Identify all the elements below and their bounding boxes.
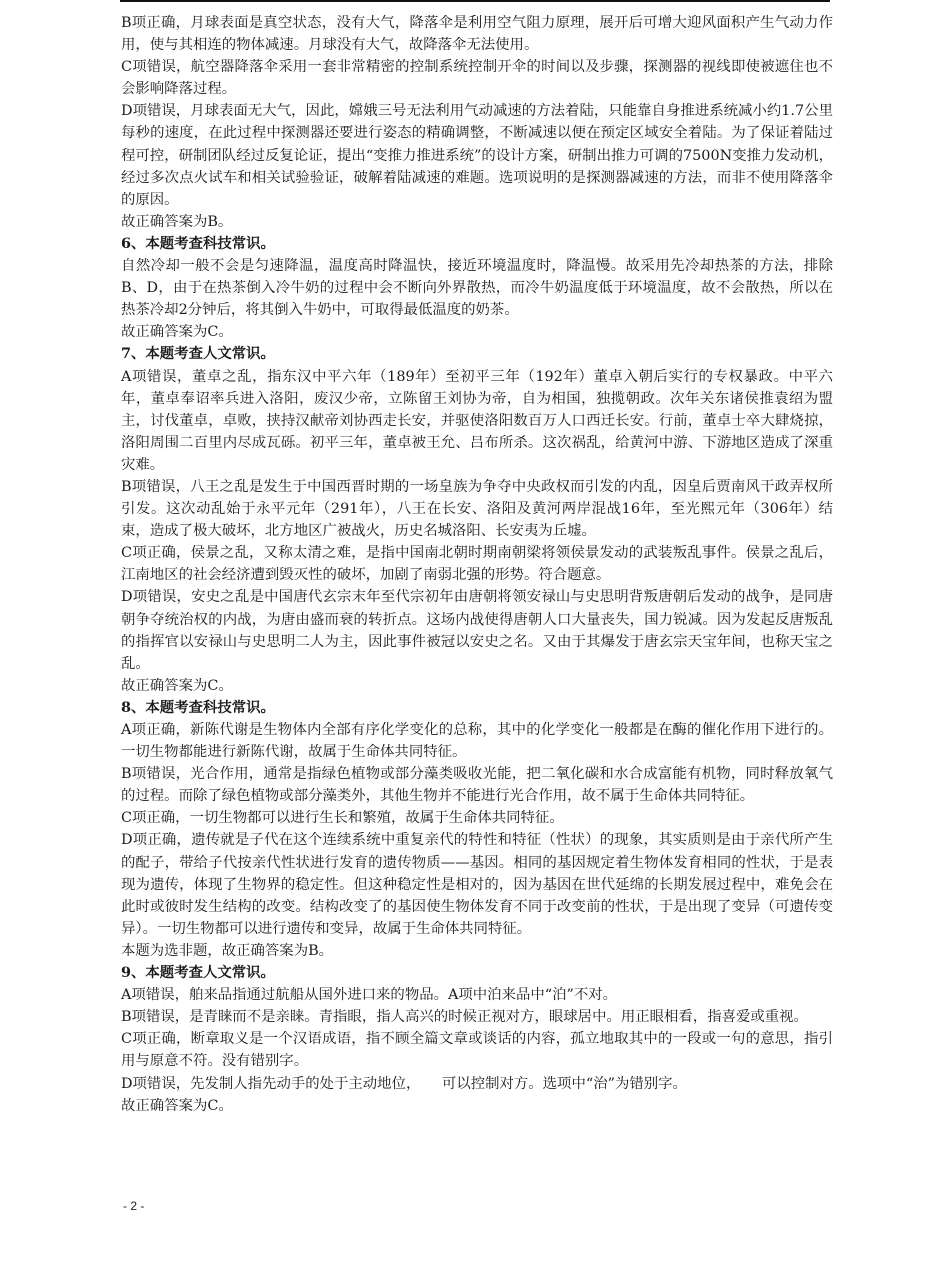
- paragraph: C项错误，航空器降落伞采用一套非常精密的控制系统控制开伞的时间以及步骤，探测器的视线即使被遮住也不会影响降落过程。: [121, 59, 833, 98]
- paragraph: D项错误，安史之乱是中国唐代玄宗末年至代宗初年由唐朝将领安禄山与史思明背叛唐朝后发动的战争，是同唐朝争夺统治权的内战，为唐由盛而衰的转折点。这场内战使得唐朝人口大量丧失，国力锐减。因为发起反唐叛乱的指挥官以安禄山与史思明二人为主，因此事件被冠以安史之名。又由于其爆发于唐玄宗天宝年间，也称天宝之乱。: [121, 589, 833, 672]
- paragraph: D项正确，遗传就是子代在这个连续系统中重复亲代的特性和特征（性状）的现象，其实质则是由于亲代所产生的配子，带给子代按亲代性状进行发育的遗传物质——基因。相同的基因规定着生物体发育相同的性状，于是表现为遗传，体现了生物界的稳定性。但这种稳定性是相对的，因为基因在世代延绵的长期发展过程中，难免会在此时或彼时发生结构的改变。结构改变了的基因使生物体发育不同于改变前的性状，于是出现了变异（可遗传变异）。一切生物都可以进行遗传和变异，故属于生命体共同特征。: [121, 832, 833, 937]
- paragraph: B项错误，是青睐而不是亲睐。青指眼，指人高兴的时候正视对方，眼球居中。用正眼相看，指喜爱或重视。: [121, 1009, 808, 1026]
- top-rule: [120, 0, 830, 2]
- paragraph: C项正确，一切生物都可以进行生长和繁殖，故属于生命体共同特征。: [121, 810, 564, 827]
- paragraph: A项错误，舶来品指通过航船从国外进口来的物品。A项中泊来品中“泊”不对。: [121, 987, 618, 1004]
- paragraph: 本题为选非题，故正确答案为B。: [121, 942, 334, 959]
- paragraph: 故正确答案为B。: [121, 213, 233, 230]
- section-heading: 7、本题考查人文常识。: [121, 345, 275, 363]
- paragraph: D项错误，月球表面无大气，因此，嫦娥三号无法利用气动减速的方法着陆，只能靠自身推进系统减小约1.7公里每秒的速度，在此过程中探测器还要进行姿态的精确调整，不断减速以便在预定区域安全着陆。为了保证着陆过程可控，研制团队经过反复论证，提出“变推力推进系统”的设计方案，研制出推力可调的7500N变推力发动机，经过多次点火试车和相关试验验证，破解着陆减速的难题。选项说明的是探测器减速的方法，而非不使用降落伞的原因。: [121, 103, 833, 208]
- paragraph: B项正确，月球表面是真空状态，没有大气，降落伞是利用空气阻力原理，展开后可增大迎风面积产生气动力作用，使与其相连的物体减速。月球没有大气，故降落伞无法使用。: [121, 15, 833, 54]
- paragraph: 故正确答案为C。: [121, 1097, 233, 1114]
- paragraph: C项正确，断章取义是一个汉语成语，指不顾全篇文章或谈话的内容，孤立地取其中的一段或一句的意思，指引用与原意不符。没有错别字。: [121, 1031, 833, 1070]
- paragraph: A项错误，董卓之乱，指东汉中平六年（189年）至初平三年（192年）董卓入朝后实行的专权暴政。中平六年，董卓奉诏率兵进入洛阳，废汉少帝，立陈留王刘协为帝，自为相国，独揽朝政。次年关东诸侯推袁绍为盟主，讨伐董卓，卓败，挟持汉献帝刘协西走长安，并驱使洛阳数百万人口西迁长安。行前，董卓士卒大肆烧掠，洛阳周围二百里内尽成瓦砾。初平三年，董卓被王允、吕布所杀。这次祸乱，给黄河中游、下游地区造成了深重灾难。: [121, 368, 833, 473]
- page-number: - 2 -: [123, 1199, 145, 1213]
- section-heading: 8、本题考查科技常识。: [121, 698, 275, 716]
- section-heading: 9、本题考查人文常识。: [121, 964, 275, 982]
- document-body: [121, 12, 833, 1117]
- paragraph: 故正确答案为C。: [121, 324, 233, 341]
- paragraph: D项错误，先发制人指先动手的处于主动地位， 可以控制对方。选项中“治”为错别字。: [121, 1075, 687, 1092]
- paragraph: B项错误，八王之乱是发生于中国西晋时期的一场皇族为争夺中央政权而引发的内乱，因皇后贾南风干政弄权所引发。这次动乱始于永平元年（291年），八王在长安、洛阳及黄河两岸混战16年，至光熙元年（306年）结束，造成了极大破坏，北方地区广被战火，历史名城洛阳、长安夷为丘墟。: [121, 478, 833, 540]
- paragraph: 自然冷却一般不会是匀速降温，温度高时降温快，接近环境温度时，降温慢。故采用先冷却热茶的方法，排除B、D，由于在热茶倒入冷牛奶的过程中会不断向外界散热，而冷牛奶温度低于环境温度，故不会散热，所以在热茶冷却2分钟后，将其倒入牛奶中，可取得最低温度的奶茶。: [121, 258, 833, 319]
- paragraph: B项错误，光合作用，通常是指绿色植物或部分藻类吸收光能，把二氧化碳和水合成富能有机物，同时释放氧气的过程。而除了绿色植物或部分藻类外，其他生物并不能进行光合作用，故不属于生命体共同特征。: [121, 766, 833, 805]
- paragraph: 故正确答案为C。: [121, 677, 233, 694]
- paragraph: C项正确，侯景之乱，又称太清之难，是指中国南北朝时期南朝梁将领侯景发动的武装叛乱事件。侯景之乱后，江南地区的社会经济遭到毁灭性的破坏，加剧了南弱北强的形势。符合题意。: [121, 545, 833, 584]
- section-heading: 6、本题考查科技常识。: [121, 234, 275, 252]
- paragraph: A项正确，新陈代谢是生物体内全部有序化学变化的总称，其中的化学变化一般都是在酶的催化作用下进行的。一切生物都能进行新陈代谢，故属于生命体共同特征。: [121, 722, 833, 761]
